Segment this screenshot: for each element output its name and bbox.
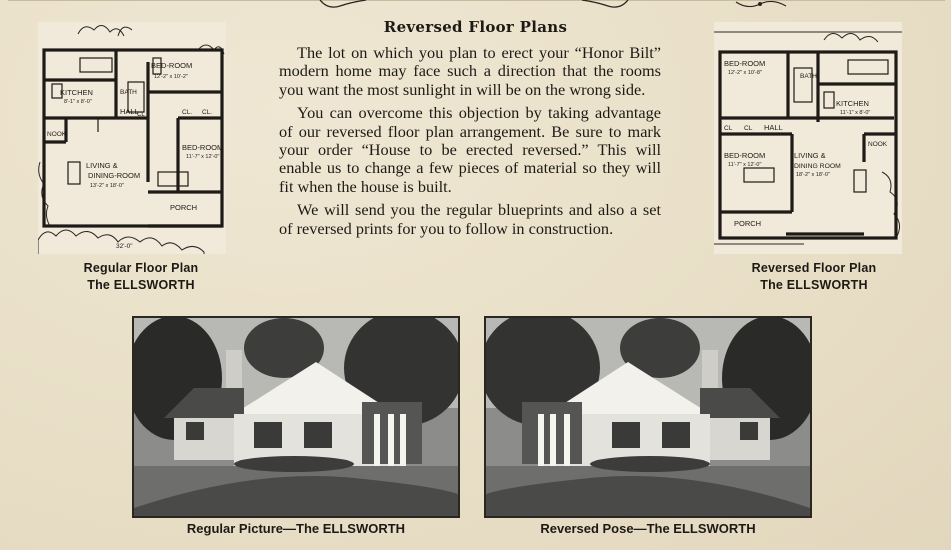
right-plan-bed2-dim: 11'-7" x 12'-0" bbox=[728, 162, 762, 168]
reversed-floor-plan bbox=[714, 22, 902, 254]
right-plan-bed1-dim: 12'-2" x 10'-8" bbox=[728, 70, 762, 76]
reversed-house-photo bbox=[484, 316, 812, 518]
ornament-left bbox=[318, 0, 368, 12]
page-edge bbox=[8, 0, 945, 1]
right-plan-bed1-label: BED-ROOM bbox=[724, 59, 766, 68]
left-plan-caption-line1: Regular Floor Plan bbox=[83, 261, 199, 275]
regular-photo-caption: Regular Picture—The ELLSWORTH bbox=[186, 521, 406, 536]
paragraph-3: We will send you the regular blueprints and also a set of reversed prints for you to follow in construction. bbox=[279, 200, 661, 238]
right-plan-nook-label: NOOK bbox=[868, 141, 888, 148]
right-plan-bath-label: BATH bbox=[800, 73, 817, 80]
left-plan-nook-label: NOOK bbox=[47, 131, 67, 138]
left-plan-kitchen-dim: 8'-1" x 8'-0" bbox=[64, 99, 92, 105]
regular-floor-plan bbox=[38, 22, 226, 254]
right-plan-caption-line2: The ELLSWORTH bbox=[760, 278, 868, 292]
left-plan-width-dim: 32'-0" bbox=[116, 243, 133, 250]
page-title: Reversed Floor Plans bbox=[383, 18, 568, 36]
body-text bbox=[279, 44, 661, 243]
right-plan-living-label: LIVING & bbox=[794, 151, 826, 160]
left-plan-living-dim: 13'-2" x 18'-0" bbox=[90, 183, 124, 189]
right-plan-caption bbox=[714, 260, 914, 294]
left-plan-living-label: LIVING & bbox=[86, 161, 118, 170]
right-plan-porch-label: PORCH bbox=[734, 219, 762, 228]
right-plan-closet-2: CL bbox=[744, 125, 753, 132]
left-plan-dining-label: DINING-ROOM bbox=[88, 171, 141, 180]
left-plan-bed2-label: BED-ROOM bbox=[182, 143, 224, 152]
right-plan-living-dim: 18'-2" x 18'-0" bbox=[796, 172, 830, 178]
left-plan-bed2-dim: 11'-7" x 12'-0" bbox=[186, 154, 220, 160]
paragraph-1: The lot on which you plan to erect your “Honor Bilt” modern home may face such a direction that the rooms you want the most sunlight in will be on the wrong side. bbox=[279, 43, 661, 99]
ornament-right bbox=[580, 0, 630, 12]
paragraph-2: You can overcome this objection by taking advantage of our reversed floor plan arrangement. Be sure to mark your order “House to be erected reversed.” This will enable us to change a few pieces of material so they will fit when the house is built. bbox=[279, 103, 661, 196]
right-plan-hall-label: HALL bbox=[764, 123, 783, 132]
left-plan-kitchen-label: KITCHEN bbox=[60, 88, 93, 97]
left-plan-caption bbox=[38, 260, 244, 294]
right-plan-dining-label: DINING ROOM bbox=[794, 163, 841, 170]
left-plan-bed1-label: BED-ROOM bbox=[151, 61, 193, 70]
ornament-top-right bbox=[734, 0, 788, 10]
left-plan-bath-label: BATH bbox=[120, 89, 137, 96]
right-plan-kitchen-label: KITCHEN bbox=[836, 99, 869, 108]
left-plan-closet-2: CL. bbox=[182, 109, 193, 116]
right-plan-bed2-label: BED-ROOM bbox=[724, 151, 766, 160]
left-plan-bed1-dim: 12'-2" x 10'-2" bbox=[154, 74, 188, 80]
left-plan-closet-3: CL. bbox=[202, 109, 213, 116]
regular-house-photo bbox=[132, 316, 460, 518]
reversed-photo-caption: Reversed Pose—The ELLSWORTH bbox=[540, 521, 756, 536]
right-plan-kitchen-dim: 11'-1" x 8'-0" bbox=[840, 110, 871, 116]
left-plan-caption-line2: The ELLSWORTH bbox=[87, 278, 195, 292]
right-plan-caption-line1: Reversed Floor Plan bbox=[751, 261, 877, 275]
left-plan-closet-1: CL bbox=[137, 112, 145, 118]
left-plan-porch-label: PORCH bbox=[170, 203, 198, 212]
left-plan-hall-label: HALL bbox=[120, 107, 139, 116]
right-plan-closet-1: CL bbox=[724, 125, 733, 132]
